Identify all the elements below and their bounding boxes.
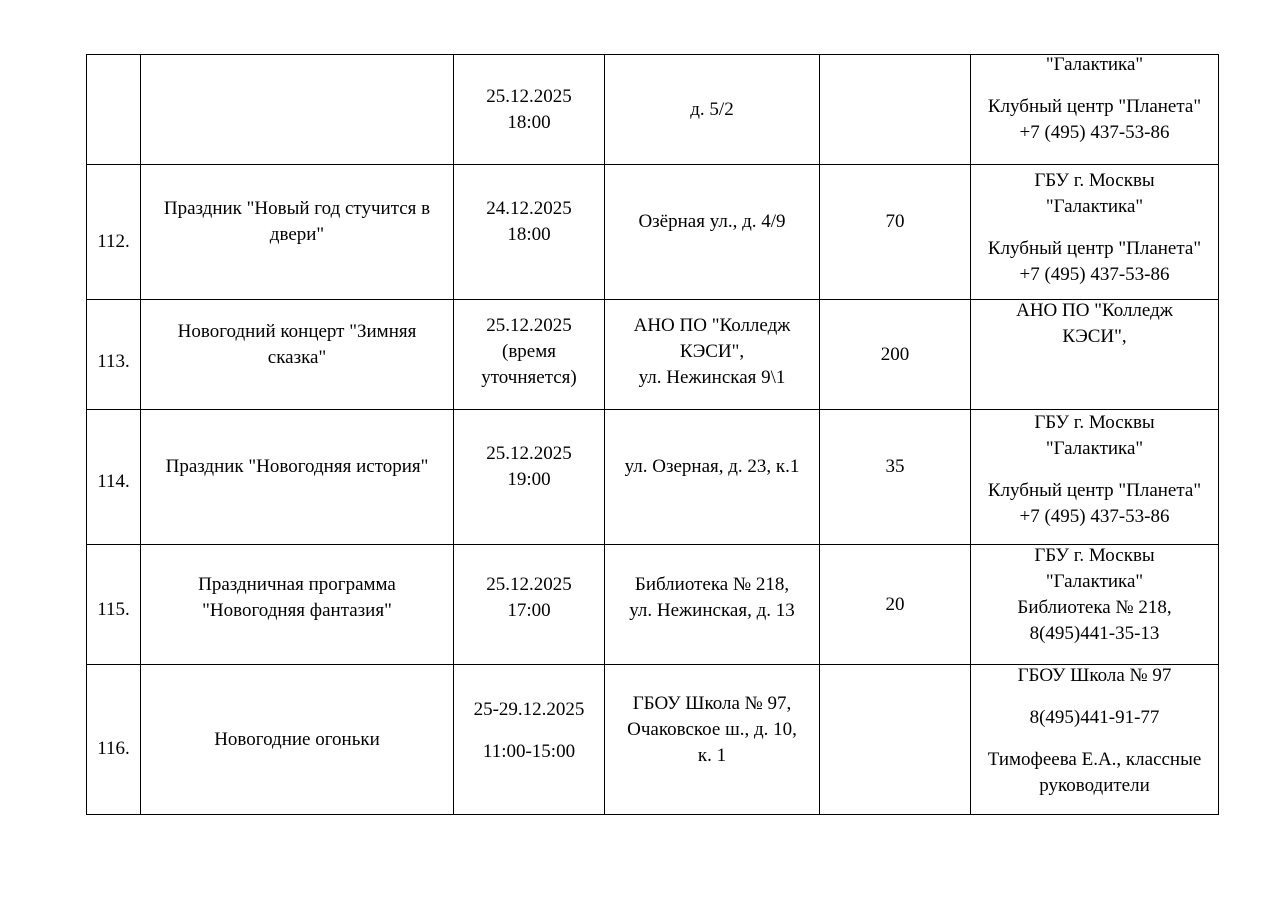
participant-count <box>820 665 971 815</box>
event-place <box>605 165 820 300</box>
place-line: Библиотека № 218, <box>634 573 790 595</box>
event-datetime <box>454 165 605 300</box>
event-time: 11:00-15:00 <box>482 740 576 762</box>
row-number: 115. <box>87 545 141 665</box>
place-line: д. 5/2 <box>690 98 734 120</box>
event-date: 25.12.2025 <box>486 85 572 107</box>
organizer-line: "Галактика" <box>1045 54 1144 75</box>
event-place <box>605 55 820 165</box>
organizer <box>971 165 1219 300</box>
row-number: 116. <box>87 665 141 815</box>
event-name-line: Новогодние огоньки <box>214 728 380 750</box>
event-place <box>605 300 820 410</box>
organizer-line: ГБУ г. Москвы <box>1034 545 1155 566</box>
event-datetime <box>454 55 605 165</box>
place-line: ГБОУ Школа № 97, <box>632 692 792 714</box>
event-name <box>141 165 454 300</box>
organizer <box>971 665 1219 815</box>
event-datetime <box>454 410 605 545</box>
organizer <box>971 410 1219 545</box>
events-table <box>86 54 1219 815</box>
place-line: ул. Нежинская 9\1 <box>638 366 786 388</box>
organizer-phone: +7 (495) 437-53-86 <box>1019 264 1170 285</box>
event-name-line: Праздник "Новый год стучится в <box>163 198 431 219</box>
place-line: ул. Нежинская, д. 13 <box>629 599 795 621</box>
organizer-line: руководители <box>1039 775 1150 796</box>
row-number <box>87 55 141 165</box>
event-time: 18:00 <box>507 111 551 133</box>
event-time: 17:00 <box>507 599 551 621</box>
organizer <box>971 55 1219 165</box>
place-line: Озёрная ул., д. 4/9 <box>638 211 786 232</box>
participant-count: 70 <box>820 165 971 300</box>
place-line: КЭСИ", <box>679 340 745 362</box>
participant-count: 35 <box>820 410 971 545</box>
table-row <box>87 300 1219 410</box>
organizer-line: "Галактика" <box>1045 571 1144 592</box>
organizer-line: ГБУ г. Москвы <box>1034 412 1155 433</box>
organizer-phone: +7 (495) 437-53-86 <box>1019 506 1170 527</box>
organizer-line: Тимофеева Е.А., классные <box>987 749 1202 770</box>
organizer <box>971 300 1219 410</box>
event-date: 25.12.2025 <box>486 314 572 336</box>
event-name-line: сказка" <box>267 346 327 368</box>
event-name-line: двери" <box>269 224 325 245</box>
event-time: 19:00 <box>507 469 551 490</box>
participant-count <box>820 55 971 165</box>
organizer-line: АНО ПО "Колледж <box>1016 300 1173 321</box>
event-time: 18:00 <box>507 224 551 245</box>
organizer <box>971 545 1219 665</box>
event-name <box>141 665 454 815</box>
event-place <box>605 545 820 665</box>
event-name <box>141 55 454 165</box>
table-row <box>87 410 1219 545</box>
organizer-line: КЭСИ", <box>1062 326 1127 347</box>
event-date: 25.12.2025 <box>486 443 572 464</box>
event-time: уточняется) <box>481 366 577 388</box>
event-name-line: Праздник "Новогодняя история" <box>165 456 429 477</box>
event-date: 25.12.2025 <box>486 573 572 595</box>
place-line: АНО ПО "Колледж <box>633 314 791 336</box>
event-name-line: Праздничная программа <box>198 573 396 595</box>
organizer-line: "Галактика" <box>1045 438 1144 459</box>
event-name-line: "Новогодняя фантазия" <box>202 599 392 621</box>
row-number: 114. <box>87 410 141 545</box>
place-line: ул. Озерная, д. 23, к.1 <box>624 456 800 477</box>
table-row <box>87 665 1219 815</box>
event-date: 24.12.2025 <box>486 198 572 219</box>
table-row <box>87 545 1219 665</box>
event-name <box>141 545 454 665</box>
organizer-line: Библиотека № 218, <box>1017 597 1172 618</box>
participant-count: 200 <box>820 300 971 410</box>
event-time: (время <box>502 340 556 362</box>
organizer-phone: 8(495)441-91-77 <box>1029 707 1160 728</box>
event-place <box>605 410 820 545</box>
organizer-line: ГБУ г. Москвы <box>1034 170 1155 191</box>
organizer-line: ГБОУ Школа № 97 <box>1017 665 1172 686</box>
participant-count: 20 <box>820 545 971 665</box>
row-number: 113. <box>87 300 141 410</box>
event-datetime <box>454 300 605 410</box>
event-name-line: Новогодний концерт "Зимняя <box>177 320 417 342</box>
organizer-line: Клубный центр "Планета" <box>987 238 1202 259</box>
table-row <box>87 55 1219 165</box>
organizer-phone: +7 (495) 437-53-86 <box>1019 122 1170 143</box>
place-line: Очаковское ш., д. 10, <box>627 718 797 740</box>
table-row <box>87 165 1219 300</box>
event-datetime <box>454 665 605 815</box>
event-date: 25-29.12.2025 <box>473 698 585 720</box>
event-name <box>141 410 454 545</box>
organizer-line: Клубный центр "Планета" <box>987 96 1202 117</box>
event-name <box>141 300 454 410</box>
organizer-phone: 8(495)441-35-13 <box>1029 623 1160 644</box>
place-line: к. 1 <box>697 744 727 766</box>
organizer-line: "Галактика" <box>1045 196 1144 217</box>
event-place <box>605 665 820 815</box>
organizer-line: Клубный центр "Планета" <box>987 480 1202 501</box>
event-datetime <box>454 545 605 665</box>
row-number: 112. <box>87 165 141 300</box>
